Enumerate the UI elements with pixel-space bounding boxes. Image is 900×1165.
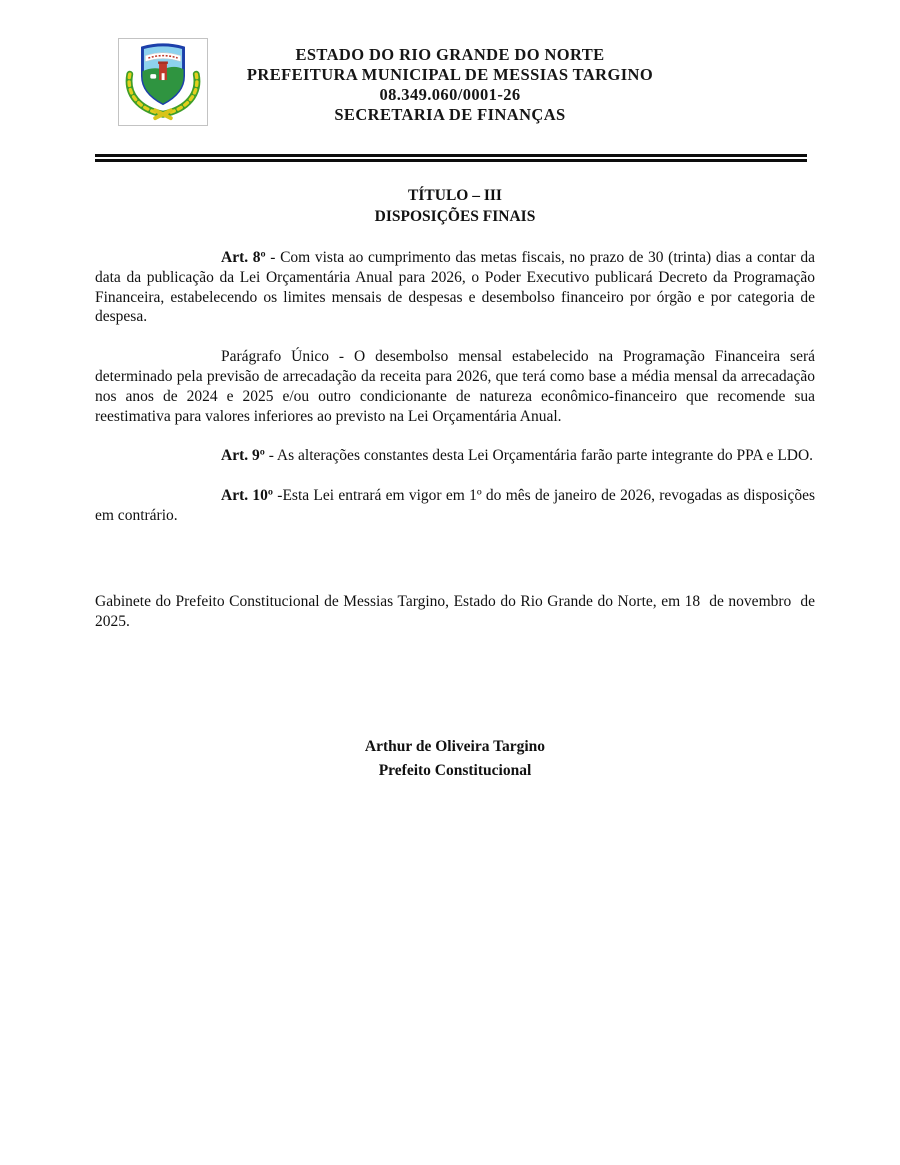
art-9-text: - As alterações constantes desta Lei Orçamentária farão parte integrante do PPA e LDO.	[264, 447, 814, 465]
art-8-label: Art. 8º	[221, 249, 266, 266]
header-cnpj: 08.349.060/0001-26	[379, 85, 521, 104]
paragraph-paragrafo-unico	[95, 347, 815, 426]
header-state: ESTADO DO RIO GRANDE DO NORTE	[295, 45, 605, 64]
art-8-text: - Com vista ao cumprimento das metas fiscais, no prazo de 30 (trinta) dias a contar da data da publicação da Lei Orçamentária Anual para 2026, o Poder Executivo publicará Decreto da Programação Financeira, estabelecendo os limites mensais de despesas e desembolso financeiro por órgão e por categoria de despesa.	[95, 249, 815, 326]
signature-block	[95, 735, 815, 783]
paragraph-art-10	[95, 486, 815, 526]
header-divider-rule	[95, 154, 807, 162]
paragraph-art-9	[95, 446, 815, 466]
document-title	[95, 185, 815, 227]
signature-name: Arthur de Oliveira Targino	[364, 738, 546, 756]
art-10-text: -Esta Lei entrará em vigor em 1º do mês de janeiro de 2026, revogadas as disposições em contrário.	[95, 487, 816, 524]
title-number: TÍTULO – III	[408, 187, 502, 204]
header-municipality: PREFEITURA MUNICIPAL DE MESSIAS TARGINO	[246, 65, 654, 84]
letterhead	[95, 38, 805, 130]
document-body	[95, 185, 819, 783]
art-9-label: Art. 9º	[221, 447, 265, 465]
paragraph-art-8	[95, 248, 815, 327]
title-caption: DISPOSIÇÕES FINAIS	[374, 208, 536, 225]
coat-of-arms-logo	[118, 38, 208, 126]
header-department: SECRETARIA DE FINANÇAS	[334, 105, 566, 124]
signature-role: Prefeito Constitucional	[378, 762, 532, 780]
art-10-label: Art. 10º	[221, 487, 274, 505]
coat-of-arms-icon	[119, 39, 207, 125]
paragrafo-unico-text: Parágrafo Único - O desembolso mensal estabelecido na Programação Financeira será determinado pela previsão de arrecadação da receita para 2026, que terá como base a média mensal da arrecadação nos anos de 2024 e 2025 e/ou outro condicionante de natureza econômico-financeiro que recomende sua reestimativa para valores inferiores ao previsto na Lei Orçamentária Anual.	[95, 348, 815, 425]
closing-paragraph: Gabinete do Prefeito Constitucional de Messias Targino, Estado do Rio Grande do Norte, em 18 de novembro de 2025.	[95, 592, 819, 630]
